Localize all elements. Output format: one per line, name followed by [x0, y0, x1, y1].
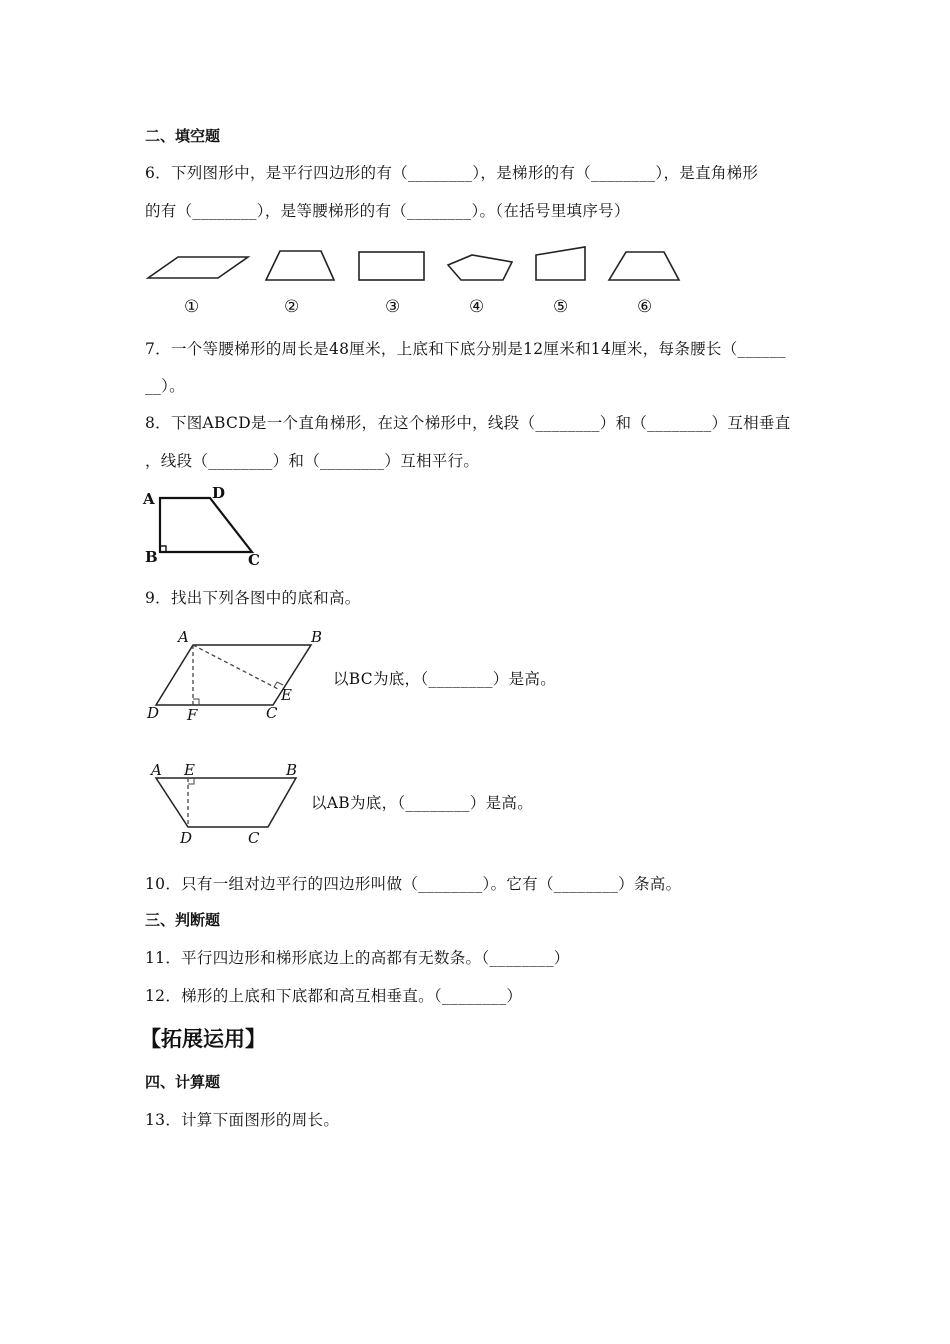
shape-label-5: ⑤ [553, 297, 569, 317]
fig1-caption: 以BC为底，（________）是高。 [333, 670, 556, 688]
question-13-text: 13．计算下面图形的周长。 [145, 1111, 340, 1129]
question-8-line-1: 8．下图ABCD是一个直角梯形，在这个梯形中，线段（________）和（________）互相垂直 [145, 414, 791, 432]
fig2-caption: 以AB为底，（________）是高。 [311, 794, 534, 812]
vertex-label-a: A [143, 490, 155, 508]
question-6-line-2: 的有（________），是等腰梯形的有（________）。（在括号里填序号） [145, 202, 630, 220]
vertex-label-b: B [145, 548, 158, 566]
section-2-title: 二、填空题 [145, 127, 221, 145]
fig1-label-a: A [178, 628, 189, 646]
shape-label-2: ② [284, 297, 300, 317]
shape-label-3: ③ [385, 297, 401, 317]
vertex-label-c: C [248, 551, 260, 569]
fig2-label-a: A [151, 761, 162, 779]
question-12-text: 12．梯形的上底和下底都和高互相垂直。（________） [145, 987, 523, 1005]
fig2-label-e: E [184, 761, 195, 779]
question-11-text: 11．平行四边形和梯形底边上的高都有无数条。（________） [145, 949, 570, 967]
fig2-label-b: B [286, 761, 298, 779]
fig2-label-c: C [248, 829, 260, 847]
vertex-label-d: D [212, 484, 226, 502]
fig1-label-e: E [281, 686, 292, 704]
fig1-label-c: C [266, 704, 278, 722]
shape-label-1: ① [184, 297, 200, 317]
fig1-label-d: D [147, 704, 160, 722]
question-8-line-2: ，线段（________）和（________）互相平行。 [145, 452, 480, 470]
fig2-label-d: D [180, 829, 193, 847]
fig1-label-f: F [187, 706, 198, 724]
fig1-label-b: B [311, 628, 323, 646]
question-7-line-1: 7．一个等腰梯形的周长是48厘米，上底和下底分别是12厘米和14厘米，每条腰长（______ [145, 340, 786, 358]
question-9-text: 9．找出下列各图中的底和高。 [145, 589, 361, 607]
shape-label-4: ④ [469, 297, 485, 317]
section-3-title: 三、判断题 [145, 911, 221, 929]
extension-title: 【拓展运用】 [140, 1027, 266, 1051]
shape-label-6: ⑥ [637, 297, 653, 317]
question-7-line-2: __）。 [145, 377, 185, 395]
section-4-title: 四、计算题 [145, 1073, 221, 1091]
question-10-text: 10．只有一组对边平行的四边形叫做（________）。它有（________）条高。 [145, 875, 682, 893]
question-6-line-1: 6．下列图形中，是平行四边形的有（________），是梯形的有（________），是直角梯形 [145, 164, 759, 182]
trapezoid-abcd-2 [156, 778, 296, 827]
